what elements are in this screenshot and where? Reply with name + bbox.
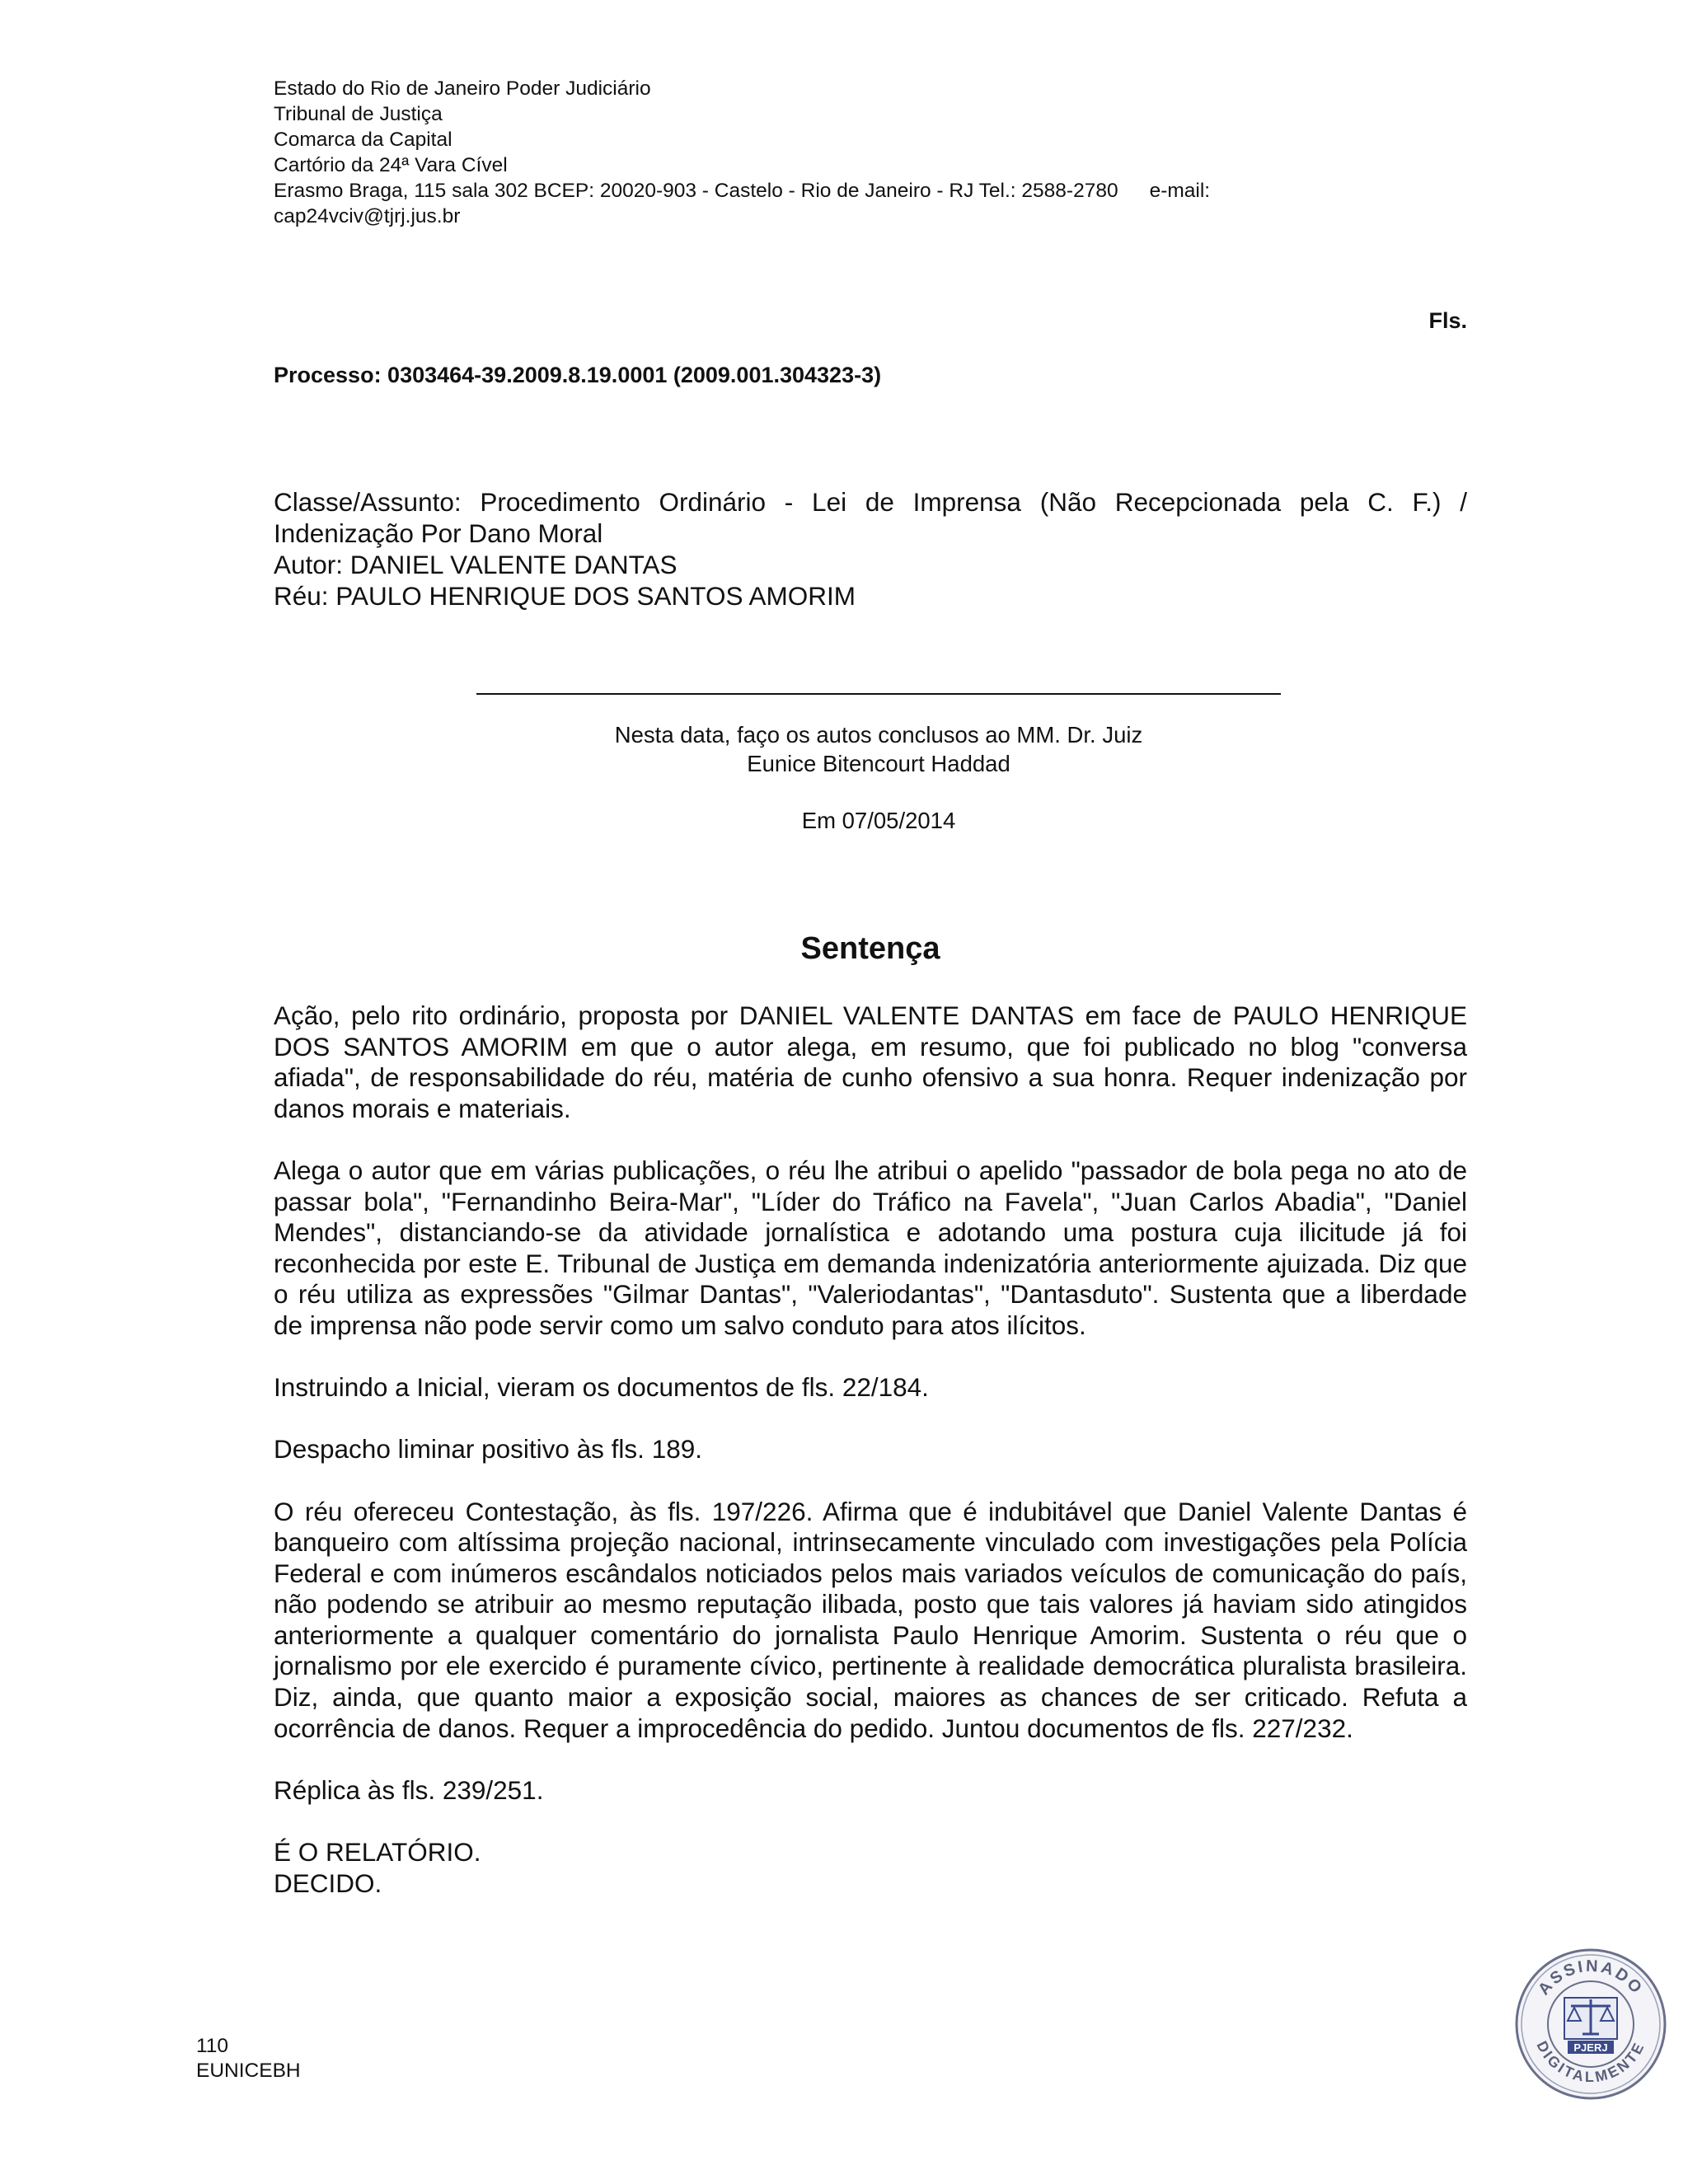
footer — [196, 2034, 301, 2083]
header-address: Erasmo Braga, 115 sala 302 BCEP: 20020-903 - Castelo - Rio de Janeiro - RJ Tel.: 2588-2780 — [274, 180, 1118, 202]
court-header — [274, 76, 1337, 229]
header-address-line — [274, 178, 1337, 204]
paragraph: Ação, pelo rito ordinário, proposta por DANIEL VALENTE DANTAS em face de PAULO HENRIQUE DOS SANTOS AMORIM em que o autor alega, em resumo, que foi publicado no blog "conversa afiada", de responsabilidade do réu, matéria de cunho ofensivo a sua honra. Requer indenização por danos morais e materiais. — [274, 1001, 1467, 1123]
footer-user: EUNICEBH — [196, 2060, 301, 2082]
paragraph: O réu ofereceu Contestação, às fls. 197/226. Afirma que é indubitável que Daniel Valente Dantas é banqueiro com altíssima projeção nacional, intrinsecamente vinculado com investigações pela Polícia Federal e com inúmeros escândalos noticiados pelos mais variados veículos de comunicação do país, não podendo se atribuir ao mesmo reputação ilibada, posto que tais valores já haviam sido atingidos anteriormente a qualquer comentário do jornalista Paulo Henrique Amorim. Sustenta o réu que o jornalismo por ele exercido é puramente cívico, pertinente à realidade democrática pluralista brasileira. Diz, ainda, que quanto maior a exposição social, maiores as chances de ser criticado. Refuta a ocorrência de danos. Requer a improcedência do pedido. Juntou documentos de fls. 227/232. — [274, 1496, 1467, 1743]
paragraph: DECIDO. — [274, 1868, 382, 1898]
conclusos-date: Em 07/05/2014 — [801, 808, 956, 833]
header-email-label: e-mail: — [1149, 180, 1211, 202]
paragraph: Alega o autor que em várias publicações, o réu lhe atribui o apelido "passador de bola pega no ato de passar bola", "Fernandinho Beira-Mar", "Líder do Tráfico na Favela", "Juan Carlos Abadia", "Daniel Mendes", distanciando-se da atividade jornalística e adotando uma postura cuja ilicitude já foi reconhecida por este E. Tribunal de Justiça em demanda indenizatória anteriormente ajuizada. Diz que o réu utiliza as expressões "Gilmar Dantas", "Valeriodantas", "Dantasduto". Sustenta que a liberdade de imprensa não pode servir como um salvo conduto para atos ilícitos. — [274, 1155, 1467, 1340]
fls-label: Fls. — [1428, 308, 1467, 333]
conclusos-block — [476, 720, 1281, 835]
process-number: Processo: 0303464-39.2009.8.19.0001 (2009.001.304323-3) — [274, 363, 882, 387]
header-line: Comarca da Capital — [274, 129, 452, 151]
conclusos-line: Nesta data, faço os autos conclusos ao MM. Dr. Juiz — [614, 722, 1143, 748]
divider — [476, 693, 1281, 695]
header-email: cap24vciv@tjrj.jus.br — [274, 205, 461, 227]
case-class-line: Indenização Por Dano Moral — [274, 518, 603, 548]
header-line: Tribunal de Justiça — [274, 103, 443, 125]
case-author: Autor: DANIEL VALENTE DANTAS — [274, 550, 678, 579]
digital-signature-seal — [1513, 1947, 1668, 2102]
case-info — [274, 486, 1467, 612]
sentence-body — [274, 1001, 1467, 1899]
case-class-line: Classe/Assunto: Procedimento Ordinário - Lei de Imprensa (Não Recepcionada pela C. F.) / — [274, 487, 1467, 517]
paragraph: Instruindo a Inicial, vieram os documentos de fls. 22/184. — [274, 1372, 929, 1403]
document-title: Sentença — [800, 931, 940, 966]
seal-graphic — [1513, 1947, 1668, 2102]
header-line: Estado do Rio de Janeiro Poder Judiciário — [274, 77, 651, 100]
scales-of-justice-icon — [1564, 1998, 1617, 2039]
seal-emblem-text: PJERJ — [1573, 2041, 1608, 2054]
header-line: Cartório da 24ª Vara Cível — [274, 154, 508, 176]
page-number: 110 — [196, 2035, 229, 2057]
paragraph: É O RELATÓRIO. — [274, 1837, 481, 1868]
seal-text-top: ASSINADO — [1535, 1957, 1647, 1999]
seal-text-bottom: DIGITALMENTE — [1533, 2038, 1648, 2086]
case-defendant: Réu: PAULO HENRIQUE DOS SANTOS AMORIM — [274, 581, 856, 611]
paragraph: Despacho liminar positivo às fls. 189. — [274, 1434, 702, 1465]
paragraph: Réplica às fls. 239/251. — [274, 1774, 544, 1805]
judge-name: Eunice Bitencourt Haddad — [747, 751, 1010, 776]
